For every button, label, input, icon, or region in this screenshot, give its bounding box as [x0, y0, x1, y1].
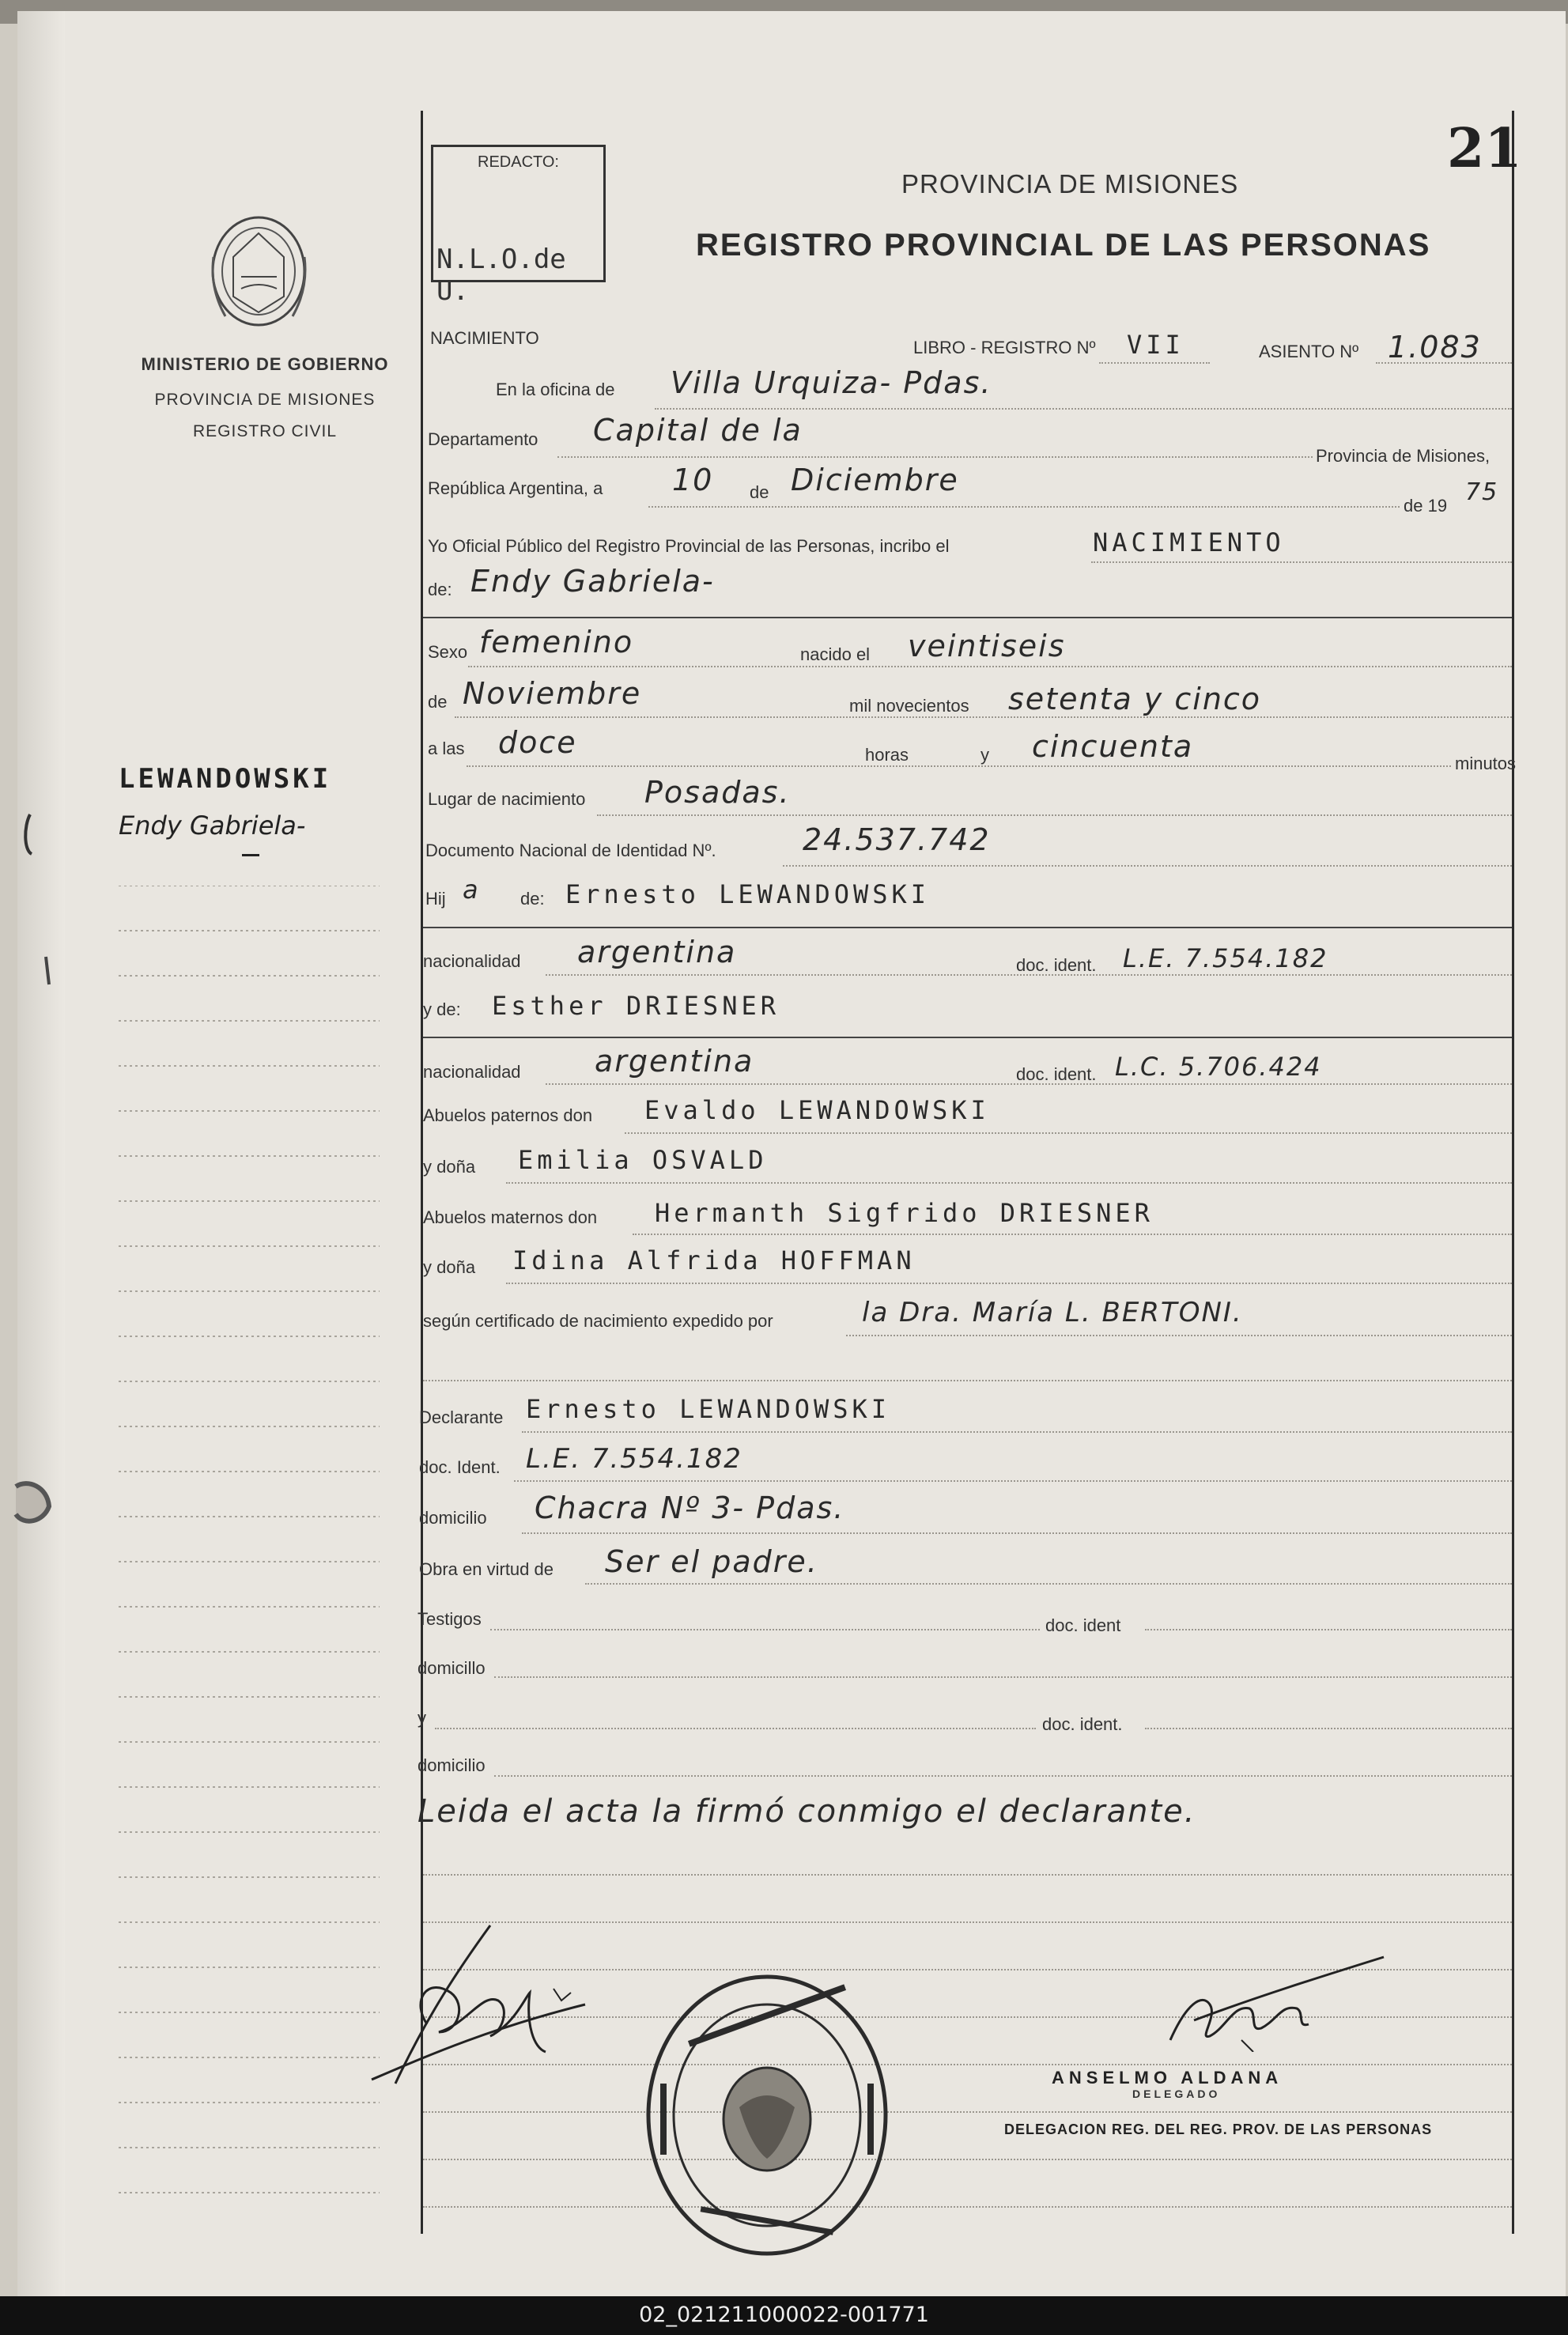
asiento-rule	[1376, 362, 1512, 364]
lugar-value: Posadas.	[644, 775, 791, 810]
oficina-value: Villa Urquiza- Pdas.	[671, 365, 992, 400]
abuelo-pat-rule	[625, 1132, 1512, 1134]
anio-value: 75	[1465, 478, 1499, 506]
redacto-value: N.L.O.de U.	[436, 244, 566, 307]
madre-nacionalidad-value: argentina	[595, 1044, 754, 1079]
abuela-pat-rule	[506, 1182, 1512, 1184]
hora-value: doce	[498, 725, 577, 760]
yo-oficial-rule	[1091, 561, 1512, 563]
departamento-value: Capital de la	[593, 413, 803, 448]
lugar-rule	[597, 814, 1512, 816]
certificado-rule	[846, 1335, 1512, 1336]
alas-label: a las	[428, 739, 465, 758]
de-label: de	[750, 482, 769, 502]
header-registry: REGISTRO PROVINCIAL DE LAS PERSONAS	[696, 228, 1431, 263]
de2-label: de	[428, 692, 448, 712]
sexo-label: Sexo	[428, 642, 468, 662]
y2-rule	[435, 1728, 1036, 1729]
domicilio-label: domicilio	[419, 1508, 487, 1528]
minutos-value: cincuenta	[1032, 729, 1194, 764]
official-delegation: DELEGACION REG. DEL REG. PROV. DE LAS PERSONAS	[1004, 2122, 1433, 2137]
departamento-label: Departamento	[428, 429, 538, 449]
fecha-rule	[648, 506, 1400, 508]
page-number: 21	[1447, 117, 1522, 180]
declarante-label: Declarante	[419, 1407, 504, 1427]
right-rule	[1512, 111, 1514, 2234]
coat-of-arms-seal	[206, 210, 312, 336]
hijo-label: Hij	[425, 889, 446, 909]
blank-rule-8	[423, 2159, 1512, 2160]
dni-label: Documento Nacional de Identidad Nº.	[425, 841, 716, 860]
testigos-rule	[490, 1629, 1040, 1630]
libro-rule	[1099, 362, 1210, 364]
sexo-rule	[468, 666, 1512, 667]
official-title: DELEGADO	[1132, 2088, 1221, 2100]
padre-nacionalidad-value: argentina	[577, 935, 737, 969]
declarante-docident-label: doc. Ident.	[419, 1457, 501, 1477]
abuelo-materno-value: Hermanth Sigfrido DRIESNER	[655, 1198, 1154, 1228]
binding-hole-mark	[25, 814, 32, 854]
scan-footer	[0, 2296, 1568, 2335]
margin-ruled-lines	[119, 886, 380, 2230]
declarante-doc-value: L.E. 7.554.182	[526, 1443, 742, 1475]
abuelos-paternos-label: Abuelos paternos don	[423, 1105, 593, 1125]
lugar-label: Lugar de nacimiento	[428, 789, 586, 809]
binding-hole	[16, 1483, 49, 1521]
margin-surname: LEWANDOWSKI	[119, 763, 332, 795]
nacido-value: veintiseis	[908, 629, 1066, 663]
mil-value: setenta y cinco	[1008, 682, 1262, 716]
declarante-value: Ernesto LEWANDOWSKI	[526, 1394, 891, 1424]
binding-scratch	[46, 957, 49, 984]
alas-rule	[467, 765, 1451, 767]
ministry-civil-registry: REGISTRO CIVIL	[192, 422, 338, 440]
padre-nac-rule	[546, 974, 1512, 976]
obra-value: Ser el padre.	[605, 1544, 818, 1579]
domicillo-rule	[494, 1676, 1512, 1678]
dona-materna-label: y doña	[423, 1257, 476, 1277]
madre-docident-label: doc. ident.	[1016, 1064, 1097, 1084]
testigos-docident-label: doc. ident	[1045, 1615, 1121, 1635]
domicilio2-label: domicilio	[418, 1755, 486, 1775]
yde-label: y de:	[423, 999, 461, 1019]
oficina-label: En la oficina de	[496, 380, 615, 399]
testigos-label: Testigos	[418, 1609, 482, 1629]
certificado-value: la Dra. María L. BERTONI.	[862, 1297, 1243, 1328]
blank-rule-7	[423, 2111, 1512, 2113]
abuelo-paterno-value: Evaldo LEWANDOWSKI	[644, 1095, 990, 1125]
domicillo-label: domicillo	[418, 1658, 486, 1678]
mil-label: mil novecientos	[849, 696, 969, 716]
testigos-doc-rule	[1145, 1629, 1512, 1630]
section-divider-2	[423, 927, 1512, 928]
abuela-paterna-value: Emilia OSVALD	[518, 1145, 768, 1175]
nacimiento-label: NACIMIENTO	[430, 328, 539, 348]
abuelo-mat-rule	[633, 1234, 1512, 1235]
binding-marks	[0, 0, 71, 2335]
padre-docident-label: doc. ident.	[1016, 955, 1097, 975]
declarant-signature	[364, 1914, 601, 2095]
leida-statement: Leida el acta la firmó conmigo el declarante.	[418, 1793, 1196, 1830]
anio-prefix: de 19	[1404, 496, 1448, 516]
yo-oficial-label: Yo Oficial Público del Registro Provincial de las Personas, incribo el	[428, 536, 950, 556]
libro-value: VII	[1127, 330, 1185, 360]
padre-doc-value: L.E. 7.554.182	[1123, 943, 1328, 973]
hijo-de-label: de:	[520, 889, 545, 909]
official-name: ANSELMO ALDANA	[1052, 2068, 1283, 2088]
abuela-mat-rule	[506, 1283, 1512, 1284]
madre-value: Esther DRIESNER	[492, 991, 780, 1021]
blank-rule-9	[423, 2206, 1512, 2208]
nombre-value: Endy Gabriela-	[470, 564, 715, 599]
ministry-block	[119, 354, 411, 441]
mes2-value: Noviembre	[463, 676, 642, 711]
madre-nacionalidad-label: nacionalidad	[423, 1062, 521, 1082]
margin-given-name: Endy Gabriela-	[119, 810, 306, 841]
asiento-value: 1.083	[1388, 330, 1482, 365]
scan-id: 02_021211000022-001771	[639, 2303, 929, 2327]
official-stamp	[637, 1965, 897, 2261]
redacto-label: REDACTO:	[478, 153, 559, 171]
provincia-label: Provincia de Misiones,	[1316, 446, 1491, 466]
departamento-rule	[557, 456, 1313, 458]
redacto-box	[431, 145, 606, 307]
certificado-label: según certificado de nacimiento expedido por	[423, 1311, 773, 1331]
y2-docident-label: doc. ident.	[1042, 1714, 1123, 1734]
dia-value: 10	[672, 463, 714, 497]
oficina-rule	[655, 408, 1512, 410]
ministry-province: PROVINCIA DE MISIONES	[154, 391, 376, 409]
padre-value: Ernesto LEWANDOWSKI	[565, 879, 931, 909]
madre-doc-value: L.C. 5.706.424	[1115, 1052, 1322, 1082]
obra-rule	[585, 1583, 1512, 1585]
yo-oficial-value: NACIMIENTO	[1093, 527, 1285, 557]
domicilio-value: Chacra Nº 3- Pdas.	[535, 1491, 845, 1525]
section-divider-3	[423, 1037, 1512, 1038]
y-label: y	[980, 745, 989, 765]
obra-label: Obra en virtud de	[419, 1559, 554, 1579]
dni-rule	[783, 865, 1512, 867]
hijo-suffix: a	[463, 875, 480, 905]
header-province: PROVINCIA DE MISIONES	[901, 169, 1239, 198]
y2-doc-rule	[1145, 1728, 1512, 1729]
domicilio-rule	[522, 1532, 1512, 1534]
blank-rule-2	[423, 1874, 1512, 1876]
declarante-doc-rule	[514, 1480, 1512, 1482]
section-divider-1	[423, 617, 1512, 618]
republica-label: República Argentina, a	[428, 478, 603, 498]
dni-value: 24.537.742	[803, 822, 991, 857]
ministry-title: MINISTERIO DE GOBIERNO	[141, 354, 389, 374]
minutos-label: minutos	[1455, 754, 1517, 773]
libro-label: LIBRO - REGISTRO Nº	[913, 338, 1096, 357]
official-signature	[1162, 1949, 1392, 2052]
asiento-label: ASIENTO Nº	[1259, 342, 1359, 361]
horas-label: horas	[865, 745, 909, 765]
abuela-materna-value: Idina Alfrida HOFFMAN	[512, 1245, 916, 1275]
abuelos-maternos-label: Abuelos maternos don	[423, 1207, 598, 1227]
domicilio2-rule	[494, 1775, 1512, 1777]
mes2-rule	[455, 716, 1512, 718]
declarante-rule	[522, 1431, 1512, 1433]
mes-value: Diciembre	[791, 463, 959, 497]
de-nombre-label: de:	[428, 580, 452, 599]
dona-paterna-label: y doña	[423, 1157, 476, 1177]
sexo-value: femenino	[479, 625, 634, 659]
y2-label: y	[418, 1708, 426, 1728]
padre-nacionalidad-label: nacionalidad	[423, 951, 521, 971]
blank-rule-1	[423, 1380, 1512, 1381]
madre-nac-rule	[546, 1083, 1512, 1085]
nacido-label: nacido el	[800, 644, 871, 664]
margin-dash	[242, 854, 259, 856]
